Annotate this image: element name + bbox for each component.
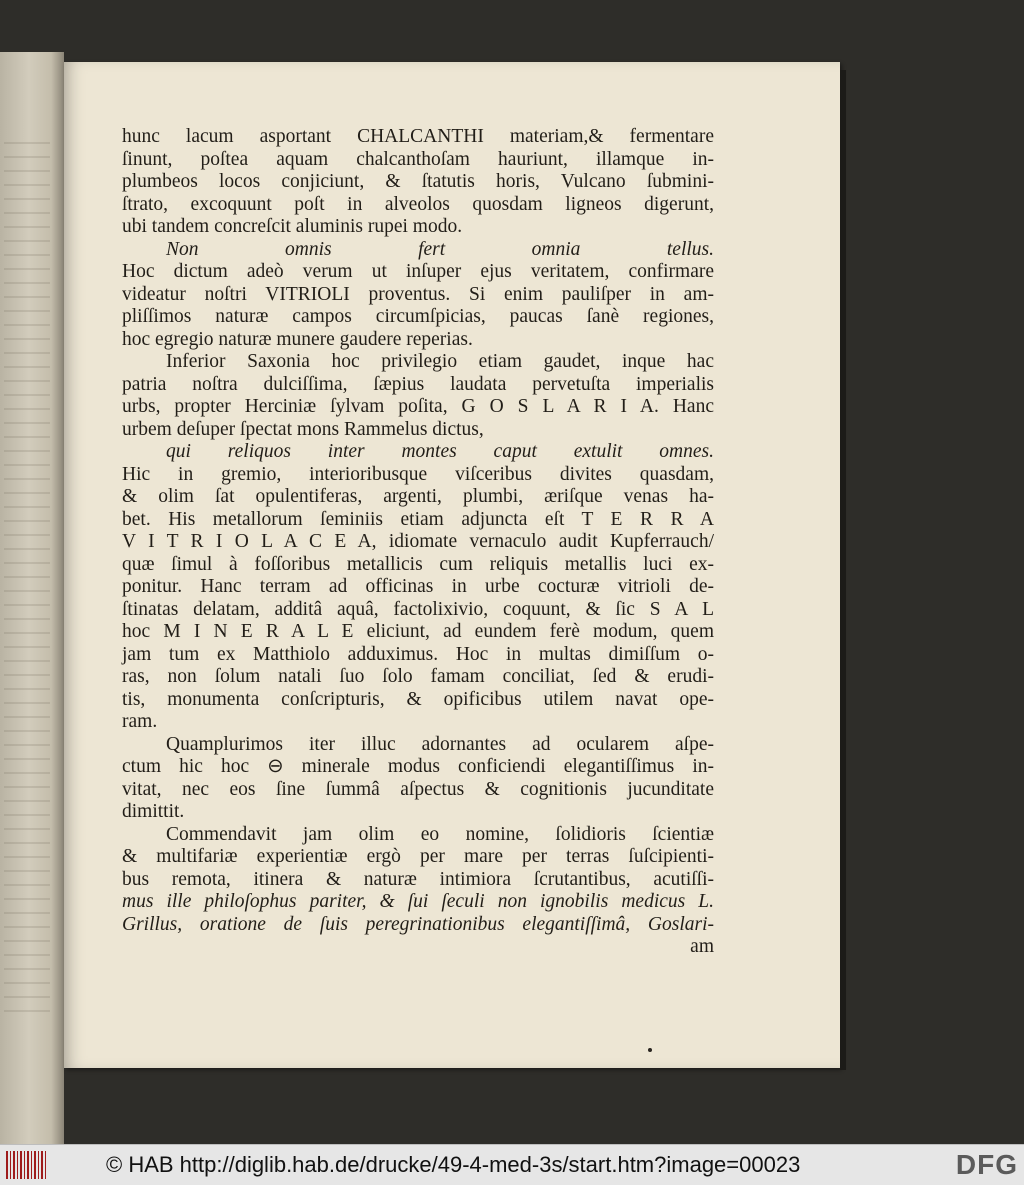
text-line: videatur noſtri VITRIOLI proventus. Si enim pauliſper in am-: [122, 283, 714, 305]
text-line: bet. His metallorum ſeminiis etiam adjuncta eſt T E R R A: [122, 508, 714, 530]
text-line: qui reliquos inter montes caput extulit omnes.: [166, 441, 714, 462]
text-line: Hoc dictum adeò verum ut inſuper ejus veritatem, confirmare: [122, 261, 714, 282]
text-line: hoc M I N E R A L E eliciunt, ad eundem ferè modum, quem: [122, 621, 714, 642]
text-line: hoc egregio naturæ munere gaudere reperias.: [122, 328, 473, 350]
page-text: [122, 126, 714, 959]
text-line: mus ille philoſophus pariter, & ſui ſeculi non ignobilis medicus L.: [122, 891, 714, 912]
book-page: [64, 62, 840, 1068]
footer-bar: [0, 1144, 1024, 1185]
text-line: urbem deſuper ſpectat mons Rammelus dictus,: [122, 418, 484, 440]
text-line: Grillus, oratione de ſuis peregrinationibus elegantiſſimâ, Goslari-: [122, 913, 714, 935]
text-line: Inferior Saxonia hoc privilegio etiam gaudet, inque hac: [166, 351, 714, 372]
text-line: ubi tandem concreſcit aluminis rupei modo.: [122, 216, 463, 237]
text-line: tis, monumenta conſcripturis, & opificibus utilem navat ope-: [122, 688, 714, 710]
text-line: ſinunt, poſtea aquam chalcanthoſam hauriunt, illamque in-: [122, 148, 714, 170]
ink-mark: [648, 1048, 652, 1052]
text-line: V I T R I O L A C E A, idiomate vernaculo audit Kupferrauch/: [122, 531, 714, 552]
copyright-url[interactable]: © HAB http://diglib.hab.de/drucke/49-4-med-3s/start.htm?image=00023: [106, 1152, 801, 1177]
text-line: pliſſimos naturæ campos circumſpicias, paucas ſanè regiones,: [122, 306, 714, 327]
text-line: urbs, propter Herciniæ ſylvam poſita, G O S L A R I A. Hanc: [122, 396, 714, 417]
text-line: ras, non ſolum natali ſuo ſolo famam conciliat, ſed & erudi-: [122, 666, 714, 687]
text-line: & multifariæ experientiæ ergò per mare per terras ſuſcipienti-: [122, 846, 714, 867]
text-line: ſtrato, excoquunt poſt in alveolos quosdam ligneos digerunt,: [122, 193, 714, 215]
text-line: dimittit.: [122, 801, 185, 822]
text-line: ram.: [122, 711, 158, 732]
text-line: ſtinatas delatam, additâ aquâ, factolixivio, coquunt, & ſic S A L: [122, 598, 714, 620]
text-line: Non omnis fert omnia tellus.: [166, 238, 714, 260]
text-line: Hic in gremio, interioribusque viſceribus divites quasdam,: [122, 463, 714, 485]
text-line: bus remota, itinera & naturæ intimiora ſcrutantibus, acutiſſi-: [122, 868, 714, 890]
text-line: ctum hic hoc ⊖ minerale modus conficiendi elegantiſſimus in-: [122, 756, 714, 777]
text-line: vitat, nec eos ſine ſummâ aſpectus & cognitionis jucunditate: [122, 778, 714, 800]
text-line: hunc lacum asportant CHALCANTHI materiam,& fermentare: [122, 126, 714, 147]
hab-logo-icon: [6, 1151, 46, 1179]
text-line: ponitur. Hanc terram ad officinas in urbe cocturæ vitrioli de-: [122, 576, 714, 597]
text-line: & olim ſat opulentiferas, argenti, plumbi, æriſque venas ha-: [122, 486, 714, 507]
text-line: patria noſtra dulciſſima, ſæpius laudata pervetuſta imperialis: [122, 373, 714, 395]
text-line: Commendavit jam olim eo nomine, ſolidioris ſcientiæ: [166, 823, 714, 845]
text-line: am: [690, 936, 714, 957]
text-line: quæ ſimul à foſſoribus metallicis cum reliquis metallis luci ex-: [122, 553, 714, 575]
text-line: plumbeos locos conjiciunt, & ſtatutis horis, Vulcano ſubmini-: [122, 171, 714, 192]
text-line: Quamplurimos iter illuc adornantes ad ocularem aſpe-: [166, 733, 714, 755]
previous-page-edge: [0, 52, 64, 1144]
dfg-logo[interactable]: DFG: [955, 1149, 1018, 1180]
page-shadow: [840, 70, 846, 1070]
text-line: jam tum ex Matthiolo adduximus. Hoc in multas dimiſſum o-: [122, 643, 714, 665]
